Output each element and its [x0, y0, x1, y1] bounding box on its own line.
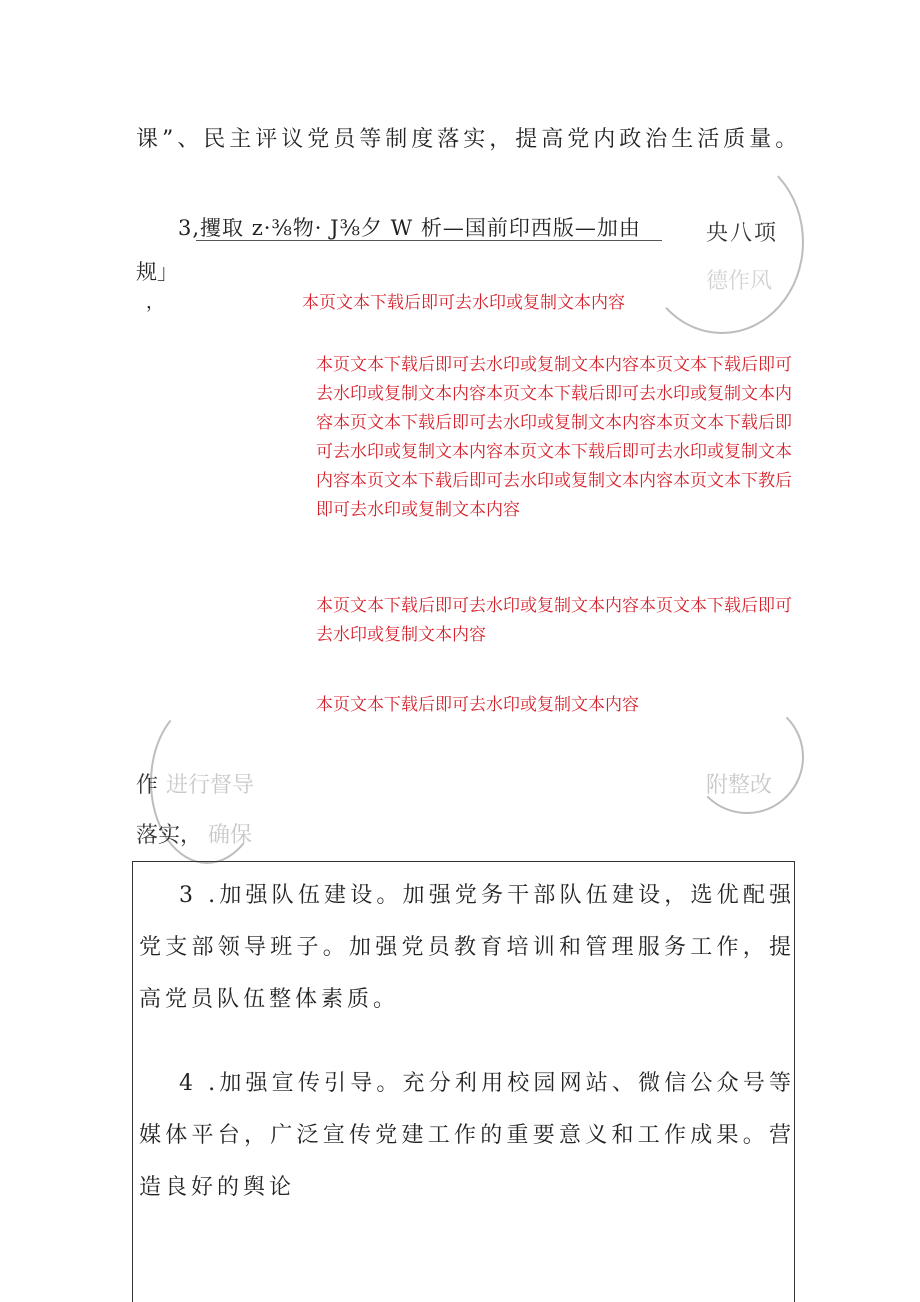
body-text-line: 课”、民主评议党员等制度落实，提高党内政治生活质量。	[136, 127, 802, 152]
paragraph-publicity	[139, 1058, 795, 1214]
faded-text: 落实，	[136, 823, 203, 848]
faded-text: 德作风	[706, 269, 773, 294]
section-heading: 3,攫取 z·⅜物· J⅜夕 W 析—国前印西版—加由	[178, 216, 641, 240]
punctuation-mark: ，	[146, 292, 164, 313]
faded-text: 附整改	[706, 773, 773, 798]
watermark-notice: 本页文本下载后即可去水印或复制文本内容	[316, 695, 639, 715]
paragraph-number: 3	[179, 883, 197, 908]
watermark-notice-block: 本页文本下载后即可去水印或复制文本内容本页文本下载后即可去水印或复制文本内容本页文本下载后即可去水印或复制文本内容本页文本下载后即可去水印或复制文本内容本页文本下载后即可去水印或复制文本内容本页文本下载后即可去水印或复制文本内容本页文本下载后即可去水印或复制文本内容本页文本下教后即可去水印或复制文本内容	[316, 355, 792, 520]
paragraph-team-building	[139, 870, 795, 1026]
section-heading-continuation: 规」	[136, 260, 178, 284]
faded-text: 作	[136, 773, 159, 798]
paragraph-text: .加强队伍建设。加强党务干部队伍建设，选优配强党支部领导班子。加强党员教育培训和管理服务工作，提高党员队伍整体素质。	[139, 883, 795, 1012]
watermark-notice: 本页文本下载后即可去水印或复制文本内容	[302, 293, 625, 313]
paragraph-number: 4	[179, 1071, 197, 1096]
content-box	[132, 861, 795, 1302]
faded-text: 央八项	[706, 221, 779, 246]
watermark-notice-block: 本页文本下载后即可去水印或复制文本内容本页文本下载后即可去水印或复制文本内容	[316, 596, 792, 645]
faded-text: 进行督导	[166, 773, 255, 798]
faded-text: 确保	[208, 823, 253, 848]
paragraph-text: .加强宣传引导。充分利用校园网站、微信公众号等媒体平台，广泛宣传党建工作的重要意义和工作成果。营造良好的舆论	[139, 1071, 795, 1200]
heading-underline	[196, 240, 662, 241]
